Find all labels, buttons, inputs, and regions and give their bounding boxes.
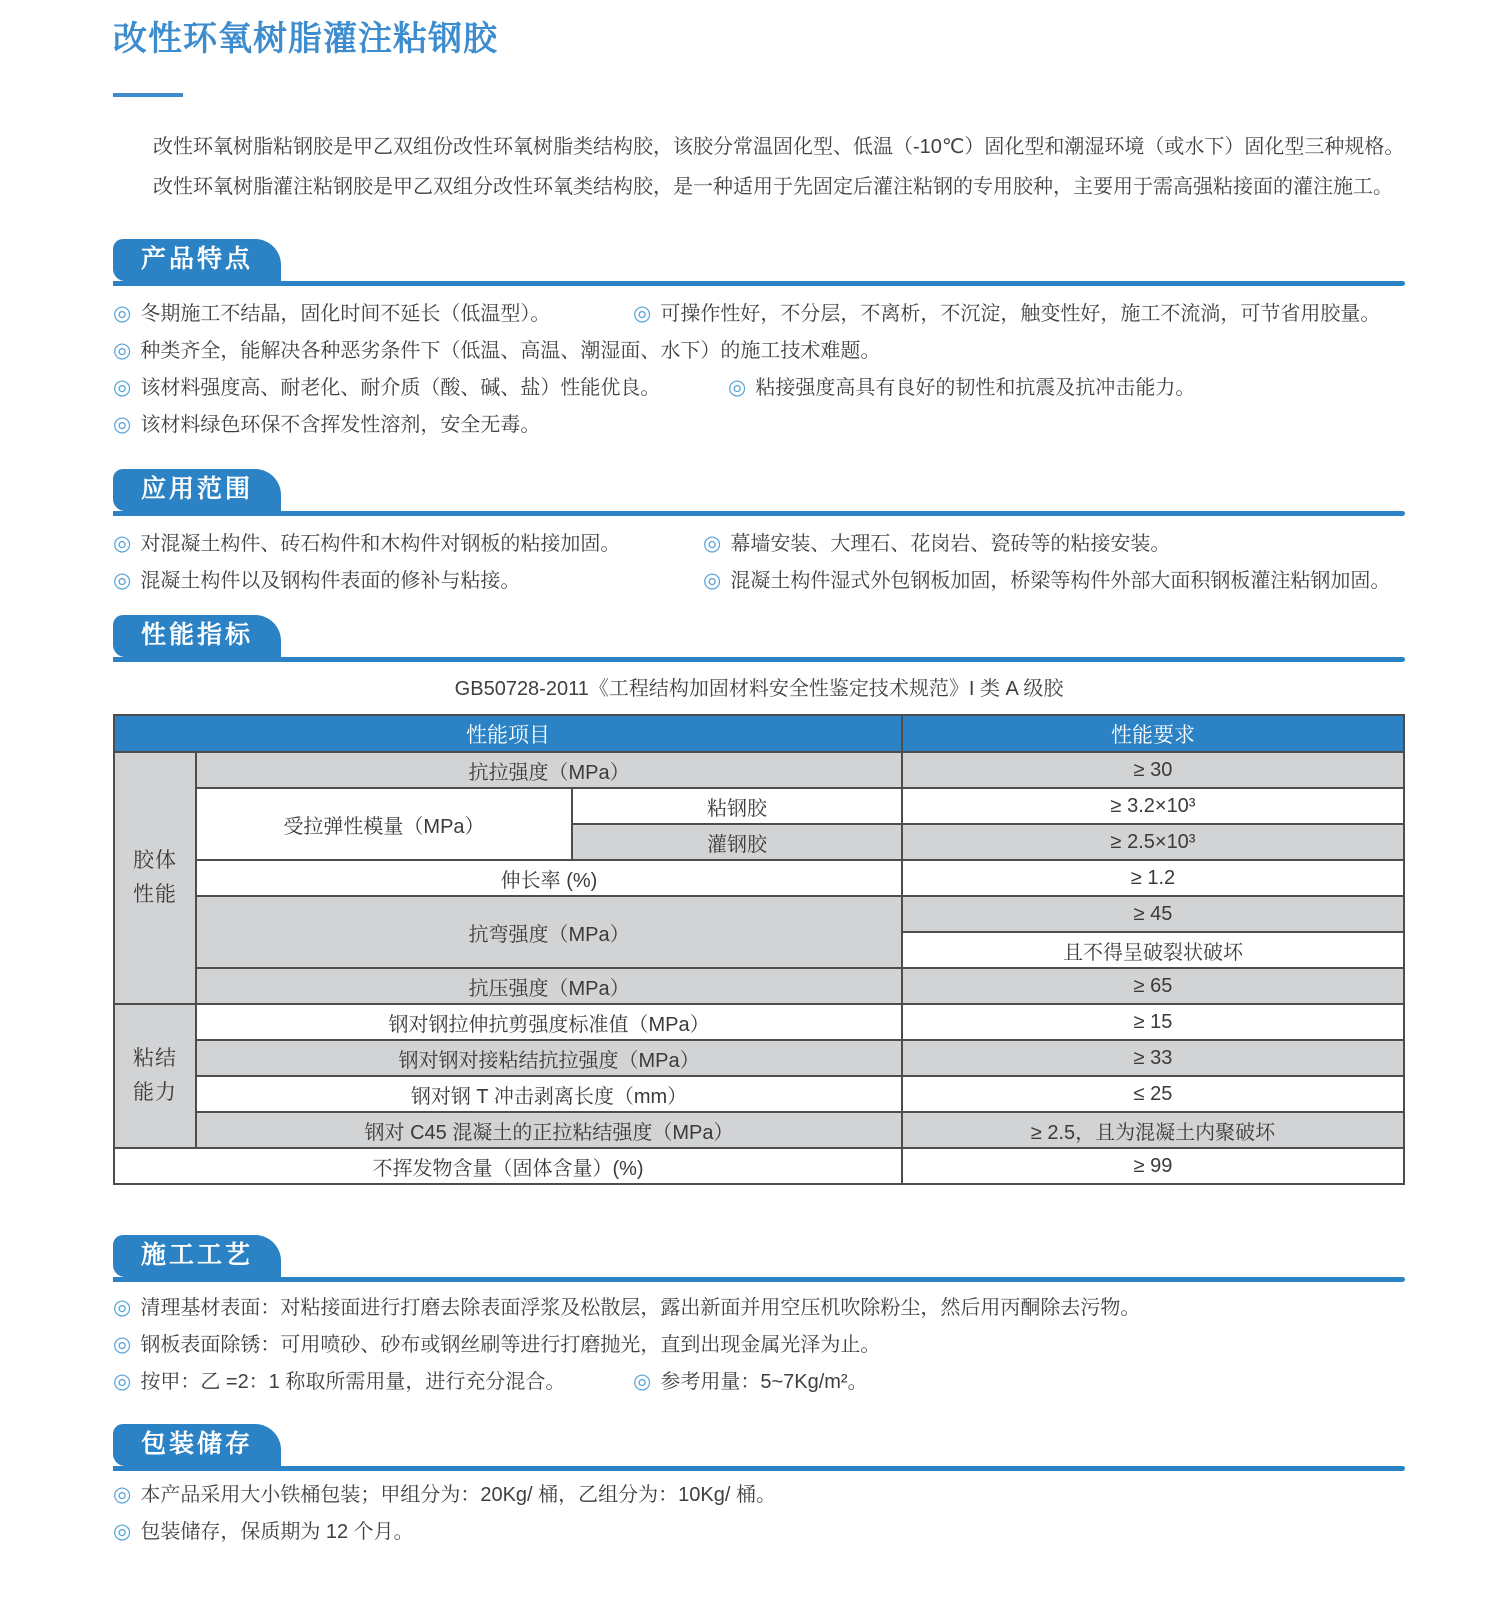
features-row-2 [113,337,1405,365]
bullet-icon: ◎ [113,1296,132,1319]
packaging-row-1 [113,1481,1405,1509]
table-cell-label: 钢对钢对接粘结抗拉强度（MPa） [196,1040,902,1076]
feature-item-1-right [633,300,1380,328]
table-cell-req: ≥ 3.2×10³ [902,788,1404,824]
packaging-list [113,1481,1405,1546]
section-applications [113,469,1405,595]
table-cell-req: ≥ 15 [902,1004,1404,1040]
bullet-icon: ◎ [113,569,132,592]
applications-list [113,530,1405,595]
table-cell-label: 受拉弹性模量（MPa） [196,788,572,860]
feature-text: 冬期施工不结晶，固化时间不延长（低温型）。 [140,303,551,325]
table-cell-req: ≥ 30 [902,752,1404,788]
section-process [113,1235,1405,1396]
bullet-icon: ◎ [113,339,132,362]
application-item-1-right [703,530,1170,558]
section-features [113,239,1405,439]
packaging-text: 本产品采用大小铁桶包装；甲组分为：20Kg/ 桶，乙组分为：10Kg/ 桶。 [140,1484,776,1506]
section-tab-packaging: 包装储存 [113,1424,281,1466]
application-text: 混凝土构件以及钢构件表面的修补与粘接。 [140,570,521,592]
application-text: 幕墙安装、大理石、花岗岩、瓷砖等的粘接安装。 [730,533,1171,555]
bullet-icon: ◎ [113,1520,132,1543]
table-row [114,1076,1404,1112]
page-title: 改性环氧树脂灌注粘钢胶 [113,20,498,58]
process-text: 钢板表面除锈：可用喷砂、砂布或钢丝刷等进行打磨抛光，直到出现金属光泽为止。 [140,1334,881,1356]
feature-text: 可操作性好，不分层，不离析，不沉淀，触变性好，施工不流淌，可节省用胶量。 [660,303,1381,325]
section-tab-features: 产品特点 [113,239,281,281]
intro-paragraphs [113,127,1405,207]
table-cell-label: 抗弯强度（MPa） [196,896,902,968]
packaging-item-1 [113,1481,776,1509]
process-row-2 [113,1331,1405,1359]
performance-table-caption: GB50728-2011《工程结构加固材料安全性鉴定技术规范》I 类 A 级胶 [454,678,1064,700]
feature-item-1-left [113,300,633,328]
application-text: 对混凝土构件、砖石构件和木构件对钢板的粘接加固。 [140,533,621,555]
table-group-body-performance [114,752,196,1004]
section-rule-applications [113,511,1405,516]
application-item-1-left [113,530,703,558]
table-header-item: 性能项目 [114,715,902,752]
feature-item-3-left [113,374,728,402]
packaging-item-2 [113,1518,414,1546]
section-performance [113,615,1405,1185]
feature-text: 该材料强度高、耐老化、耐介质（酸、碱、盐）性能优良。 [140,377,661,399]
table-cell-req: ≥ 2.5，且为混凝土内聚破坏 [902,1112,1404,1148]
feature-text: 种类齐全，能解决各种恶劣条件下（低温、高温、潮湿面、水下）的施工技术难题。 [140,340,881,362]
process-item-3-right [633,1368,868,1396]
table-cell-sublabel: 粘钢胶 [572,788,902,824]
group-label: 胶体性能 [132,849,177,906]
features-row-4 [113,411,1405,439]
table-cell-req: 且不得呈破裂状破坏 [902,932,1404,968]
feature-item-3-right [728,374,1195,402]
table-cell-label: 钢对钢拉伸抗剪强度标准值（MPa） [196,1004,902,1040]
table-cell-req: ≥ 33 [902,1040,1404,1076]
application-item-2-right [703,567,1390,595]
process-text: 按甲：乙 =2：1 称取所需用量，进行充分混合。 [140,1371,566,1393]
table-cell-req: ≥ 45 [902,896,1404,932]
table-cell-req: ≥ 65 [902,968,1404,1004]
section-packaging [113,1424,1405,1546]
table-cell-label: 钢对钢 T 冲击剥离长度（mm） [196,1076,902,1112]
table-cell-req: ≤ 25 [902,1076,1404,1112]
section-rule-features [113,281,1405,286]
packaging-row-2 [113,1518,1405,1546]
application-text: 混凝土构件湿式外包钢板加固，桥梁等构件外部大面积钢板灌注粘钢加固。 [730,570,1391,592]
features-list [113,300,1405,439]
bullet-icon: ◎ [113,1483,132,1506]
section-tab-performance: 性能指标 [113,615,281,657]
process-item-2 [113,1331,880,1359]
table-row [114,788,1404,824]
process-list [113,1294,1405,1396]
process-row-3 [113,1368,1405,1396]
performance-table [113,714,1405,1185]
bullet-icon: ◎ [703,532,722,555]
table-cell-sublabel: 灌钢胶 [572,824,902,860]
table-cell-label: 抗压强度（MPa） [196,968,902,1004]
table-cell-req: ≥ 1.2 [902,860,1404,896]
applications-row-2 [113,567,1405,595]
bullet-icon: ◎ [633,302,652,325]
process-text: 参考用量：5~7Kg/m²。 [660,1371,868,1393]
bullet-icon: ◎ [703,569,722,592]
section-rule-process [113,1277,1405,1282]
group-label: 粘结能力 [132,1047,177,1104]
bullet-icon: ◎ [633,1370,652,1393]
process-item-1 [113,1294,1140,1322]
table-cell-req: ≥ 2.5×10³ [902,824,1404,860]
application-item-2-left [113,567,703,595]
table-cell-label: 伸长率 (%) [196,860,902,896]
title-accent-bar [113,93,183,97]
bullet-icon: ◎ [113,532,132,555]
features-row-3 [113,374,1405,402]
table-row [114,860,1404,896]
table-row [114,1148,1404,1184]
table-cell-req: ≥ 99 [902,1148,1404,1184]
bullet-icon: ◎ [113,376,132,399]
features-row-1 [113,300,1405,328]
section-rule-performance [113,657,1405,662]
bullet-icon: ◎ [113,1370,132,1393]
table-cell-label: 不挥发物含量（固体含量）(%) [114,1148,902,1184]
applications-row-1 [113,530,1405,558]
table-row [114,1040,1404,1076]
table-row [114,1004,1404,1040]
process-row-1 [113,1294,1405,1322]
process-item-3-left [113,1368,633,1396]
table-cell-label: 抗拉强度（MPa） [196,752,902,788]
feature-text: 粘接强度高具有良好的韧性和抗震及抗冲击能力。 [755,377,1196,399]
table-row [114,752,1404,788]
section-tab-applications: 应用范围 [113,469,281,511]
feature-item-4 [113,411,540,439]
table-header-req: 性能要求 [902,715,1404,752]
intro-paragraph-2: 改性环氧树脂灌注粘钢胶是甲乙双组分改性环氧类结构胶，是一种适用于先固定后灌注粘钢的专用胶种，主要用于需高强粘接面的灌注施工。 [153,176,1393,198]
section-rule-packaging [113,1466,1405,1471]
table-row [114,1112,1404,1148]
table-cell-label: 钢对 C45 混凝土的正拉粘结强度（MPa） [196,1112,902,1148]
bullet-icon: ◎ [728,376,747,399]
bullet-icon: ◎ [113,413,132,436]
section-tab-process: 施工工艺 [113,1235,281,1277]
feature-text: 该材料绿色环保不含挥发性溶剂，安全无毒。 [140,414,541,436]
intro-paragraph-1: 改性环氧树脂粘钢胶是甲乙双组份改性环氧树脂类结构胶，该胶分常温固化型、低温（-10℃）固化型和潮湿环境（或水下）固化型三种规格。 [153,136,1405,158]
table-row [114,896,1404,932]
bullet-icon: ◎ [113,1333,132,1356]
process-text: 清理基材表面：对粘接面进行打磨去除表面浮浆及松散层，露出新面并用空压机吹除粉尘，然后用丙酮除去污物。 [140,1297,1141,1319]
table-group-bond-capability [114,1004,196,1148]
table-row [114,968,1404,1004]
bullet-icon: ◎ [113,302,132,325]
table-header-row [114,715,1404,752]
feature-item-2 [113,337,880,365]
packaging-text: 包装储存，保质期为 12 个月。 [140,1521,414,1543]
